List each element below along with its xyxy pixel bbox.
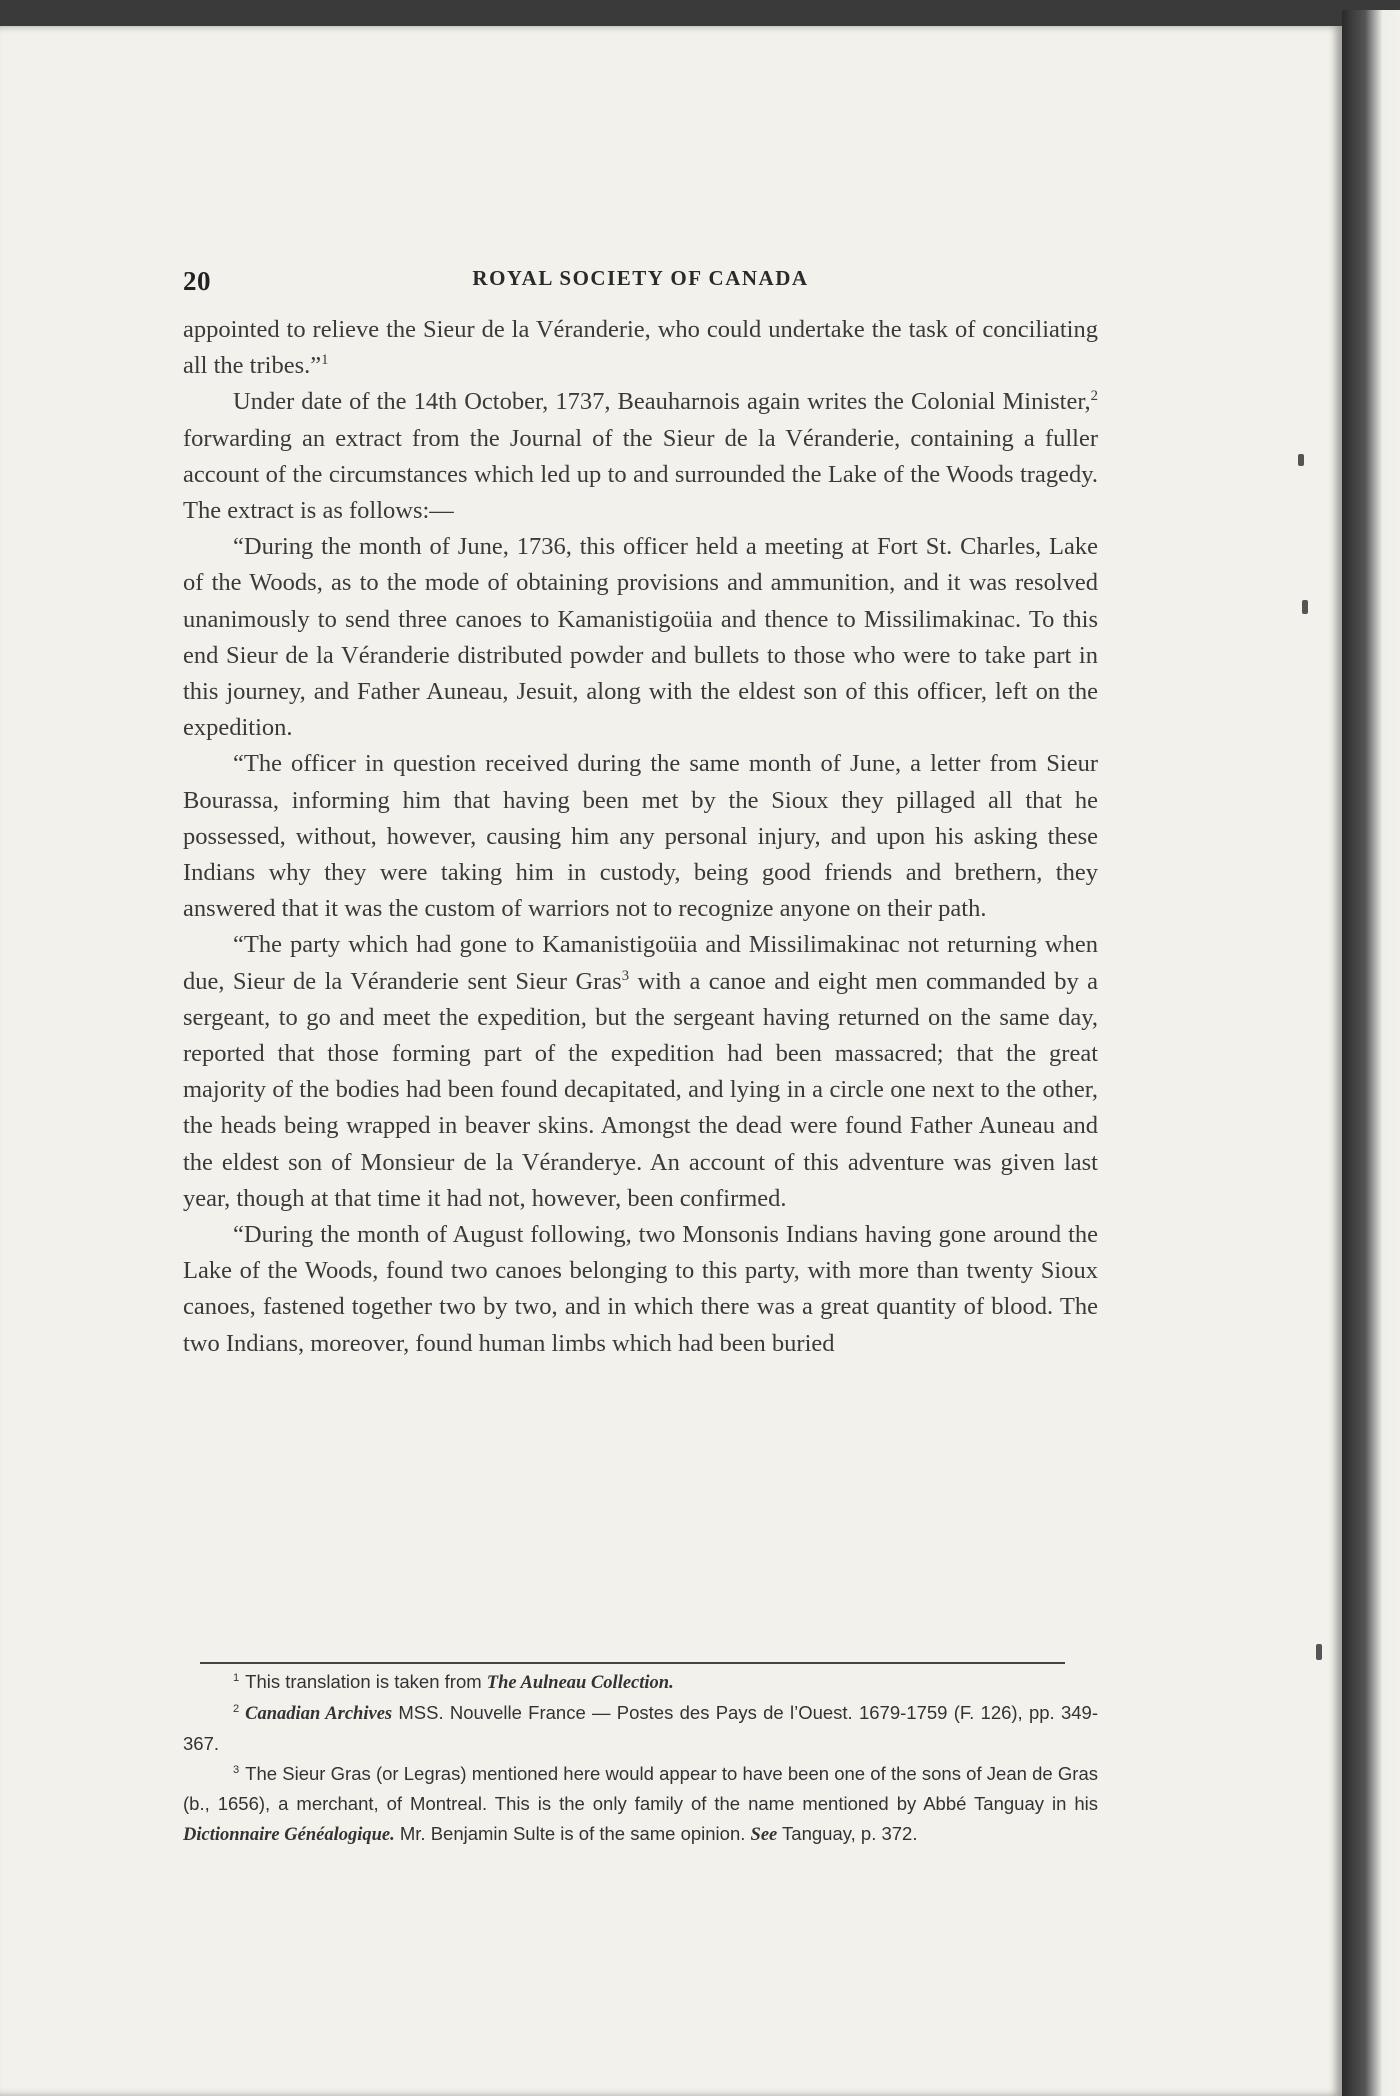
footnote-2-text: MSS. Nouvelle France — Postes des Pays de l’Ouest. 1679-1759 (F. 126), pp. 349-367. <box>183 1702 1098 1754</box>
book-binding-edge <box>1342 10 1400 2096</box>
footnote-divider <box>200 1662 1065 1664</box>
footnote-ref-2: 2 <box>1090 388 1098 405</box>
footnote-ref-1: 1 <box>321 352 329 369</box>
paragraph-2 <box>183 384 1098 529</box>
margin-mark <box>1316 1644 1322 1660</box>
paragraph-4: “The officer in question received during the same month of June, a letter from Sieur Bourassa, informing him that having been met by the Sioux they pillaged all that he possessed, without, however, causing him any personal injury, and upon his asking these Indians why they were taking him in custody, being good friends and brethern, they answered that it was the custom of warriors not to recognize anyone on their path. <box>183 750 1098 923</box>
running-head: ROYAL SOCIETY OF CANADA <box>472 266 809 290</box>
footnote-3-text-b: Mr. Benjamin Sulte is of the same opinion. <box>394 1823 751 1844</box>
paragraph-3: “During the month of June, 1736, this officer held a meeting at Fort St. Charles, Lake of the Woods, as to the mode of obtaining provisions and ammunition, and it was resolved unanimously to send three canoes to Kamanistigoüia and thence to Missilimakinac. To this end Sieur de la Véranderie distributed powder and bullets to those who were to take part in this journey, and Father Auneau, Jesuit, along with the eldest son of this officer, left on the expedition. <box>183 533 1098 742</box>
footnotes <box>183 1667 1098 1850</box>
paragraph-1-text: appointed to relieve the Sieur de la Véranderie, who could undertake the task of conciliating all the tribes.” <box>183 316 1098 380</box>
footnote-1-title: The Aulneau Collection. <box>486 1673 674 1693</box>
page-number: 20 <box>183 266 211 296</box>
footnote-3 <box>183 1759 1098 1850</box>
margin-mark <box>1302 600 1308 614</box>
paragraph-2-text-b: forwarding an extract from the Journal of the Sieur de la Véranderie, containing a fuller account of the circumstances which led up to and surrounded the Lake of the Woods tragedy. The extract is as follows:— <box>183 424 1098 525</box>
footnote-2-number: 2 <box>233 1702 240 1715</box>
footnote-1-text: This translation is taken from <box>245 1671 487 1692</box>
footnote-3-see: See <box>750 1825 778 1845</box>
footnote-2-title: Canadian Archives <box>245 1704 393 1724</box>
footnote-ref-3: 3 <box>621 967 630 984</box>
paragraph-5 <box>183 927 1098 1217</box>
page-header <box>183 266 1098 306</box>
footnote-3-text-c: Tanguay, p. 372. <box>777 1823 918 1844</box>
body-text <box>183 312 1098 1362</box>
book-page <box>0 26 1342 2096</box>
paragraph-1 <box>183 312 1098 384</box>
footnote-3-text-a: The Sieur Gras (or Legras) mentioned here would appear to have been one of the sons of Jean de Gras (b., 1656), a merchant, of Montreal. This is the only family of the name mentioned by Abbé Tanguay in his <box>183 1763 1098 1814</box>
footnote-1-number: 1 <box>233 1671 240 1684</box>
margin-mark <box>1298 454 1304 466</box>
paragraph-6: “During the month of August following, two Monsonis Indians having gone around the Lake of the Woods, found two canoes belonging to this party, with more than twenty Sioux canoes, fastened together two by two, and in which there was a great quantity of blood. The two Indians, moreover, found human limbs which had been buried <box>183 1221 1098 1357</box>
footnote-1 <box>183 1667 1098 1698</box>
paragraph-5-text-b: with a canoe and eight men commanded by a sergeant, to go and meet the expedition, but the sergeant having returned on the same day, reported that those forming part of the expedition had been massacred; that the great majority of the bodies had been found decapitated, and lying in a circle one next to the other, the heads being wrapped in beaver skins. Amongst the dead were found Father Auneau and the eldest son of Monsieur de la Véranderye. An account of this adventure was given last year, though at that time it had not, however, been confirmed. <box>183 967 1098 1212</box>
paragraph-5-text-a: “The party which had gone to Kamanistigoüia and Missilimakinac not returning when due, Sieur de la Véranderie sent Sieur Gras <box>183 931 1098 995</box>
footnote-3-title: Dictionnaire Généalogique. <box>183 1825 395 1845</box>
footnote-3-number: 3 <box>233 1763 240 1776</box>
footnote-2 <box>183 1698 1098 1759</box>
paragraph-2-text-a: Under date of the 14th October, 1737, Beauharnois again writes the Colonial Minister, <box>233 388 1091 416</box>
